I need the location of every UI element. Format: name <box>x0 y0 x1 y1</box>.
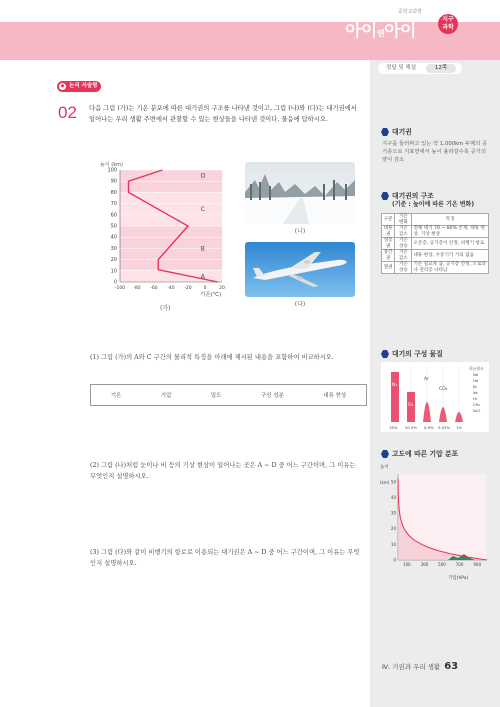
structure-subtitle: (기준 : 높이에 따른 기온 변화) <box>392 201 475 208</box>
chart-ylabel-text: 높이 (km) <box>100 162 123 168</box>
brand-subtitle: 중학교과학 <box>397 9 423 15</box>
question-text: 다음 그림 (가)는 기온 분포에 따른 대기권의 구조를 나타낸 것이고, 그림 (나)와 (다)는 대기권에서 일어나는 우리 생활 주변에서 관찰할 수 있는 현상들을 나타낸 것이다. 물음에 답하시오. <box>89 105 357 123</box>
y-tick-label: 10 <box>110 268 117 275</box>
question-number: 02 <box>58 103 77 122</box>
y-tick-label: 50 <box>390 479 396 485</box>
y-tick-label: 40 <box>390 494 396 500</box>
x-tick-label: 100 <box>402 562 411 567</box>
layer-name: 대류권 <box>382 226 395 238</box>
trace-gas: Xe <box>473 390 478 395</box>
airplane-image <box>245 242 355 297</box>
comparison-criteria-box <box>90 384 367 406</box>
structure-table-wrap <box>381 213 489 274</box>
layer-name: 성층권 <box>382 238 395 250</box>
atmosphere-description: 지구를 둘러싸고 있는 약 1,000km 두께의 공기층으로 지표면에서 높이 올라갈수록 공기의 양이 감소 <box>382 141 488 163</box>
criteria-item: 대류 현상 <box>323 393 347 399</box>
y-tick-label: 0 <box>393 557 396 563</box>
y-tick-label: 50 <box>110 223 117 230</box>
subquestion-2: (2) 그림 (나)처럼 눈이나 비 등의 기상 현상이 일어나는 곳은 A ~ D 중 어느 구간이며, 그 이유는 무엇인지 설명하시오. <box>90 462 356 480</box>
page-number: 63 <box>444 661 459 672</box>
pressure-chart <box>378 462 490 586</box>
airplane-photo <box>245 242 355 297</box>
n2-bar <box>391 372 399 422</box>
x-tick-label: -40 <box>167 286 175 291</box>
question-type-tag <box>57 81 101 92</box>
layer-label: B <box>200 245 205 253</box>
x-tick-label: -80 <box>133 286 141 291</box>
gas-pct: 1% <box>456 425 463 430</box>
subquestion-3: (3) 그림 (다)와 같이 비행기의 항로로 이용되는 대기권은 A ~ D 중 어느 구간이며, 그 이유는 무엇인지 설명하시오. <box>90 549 360 567</box>
y-tick-label: 80 <box>110 189 117 196</box>
atmosphere-temperature-chart <box>90 160 240 315</box>
subject-line2: 과학 <box>442 24 454 31</box>
x-tick-label: -20 <box>184 286 192 291</box>
photo-da-caption: (다) <box>294 301 306 308</box>
brand-logo <box>345 16 416 41</box>
chart-xticks <box>115 285 225 291</box>
gas-label: N₂ <box>392 383 398 388</box>
layer-temp: 기온 감소 <box>395 226 412 238</box>
layer-name: 중간권 <box>382 250 395 262</box>
pres-ylabel: 높이 <box>380 465 389 470</box>
table-row <box>382 250 489 262</box>
y-tick-label: 0 <box>113 279 117 286</box>
y-tick-label: 20 <box>110 257 117 264</box>
pres-xticks <box>403 562 481 567</box>
x-tick-label: 900 <box>473 562 482 567</box>
header-band <box>0 22 500 60</box>
subject-badge <box>438 14 458 34</box>
y-tick-label: 20 <box>390 526 396 532</box>
layer-temp: 기온 상승 <box>395 238 412 250</box>
answer-label: 정답 및 해설 <box>386 65 417 71</box>
answer-reference <box>378 63 462 74</box>
trace-gas: 희유원소 <box>469 366 484 371</box>
layer-desc: 전체 대기 70 ~ 80% 존재, 대류 현상, 기상 현상 <box>412 226 489 238</box>
hexagon-icon <box>381 192 389 200</box>
gas-pct: 20.9% <box>405 425 418 430</box>
trace-gas: He <box>473 378 479 383</box>
sidebar-section-atmosphere <box>381 126 412 136</box>
subject-line1: 지구 <box>442 16 454 23</box>
table-header-cell: 특징 <box>412 214 489 226</box>
table-row <box>382 238 489 250</box>
composition-chart <box>381 362 489 432</box>
layer-band <box>120 226 222 270</box>
pres-yticks <box>391 479 397 562</box>
hexagon-icon <box>381 350 389 358</box>
layer-label: D <box>200 172 206 180</box>
snow-scene-image <box>245 162 355 224</box>
table-header-cell: 구분 <box>382 214 395 226</box>
layer-name: 열권 <box>382 262 395 274</box>
layer-label: C <box>200 206 205 214</box>
hexagon-icon <box>381 450 389 458</box>
layer-band <box>120 192 222 226</box>
x-tick-label: -60 <box>150 286 158 291</box>
table-row <box>382 262 489 274</box>
y-tick-label: 60 <box>110 212 117 219</box>
trace-gas: Ne <box>473 372 479 377</box>
gas-label: O₂ <box>408 403 414 408</box>
brand-part-b: 아이 <box>384 21 416 41</box>
gas-label: Ar <box>424 377 429 382</box>
y-tick-label: 70 <box>110 201 117 208</box>
gas-pct: 0.9% <box>424 425 434 430</box>
criteria-item: 기압 <box>160 393 172 399</box>
sidebar-section-pressure <box>381 448 458 458</box>
chapter-label: Ⅳ. 기권과 우리 생활 <box>382 663 441 671</box>
x-tick-label: -100 <box>114 286 126 291</box>
criteria-item: 구성 성분 <box>260 393 284 399</box>
answer-page: 12쪽 <box>426 64 456 73</box>
snow-photo <box>245 162 355 224</box>
structure-table <box>381 213 489 274</box>
brand-part-a: 아이 <box>345 21 377 41</box>
trace-gas: CH₄ <box>473 402 481 407</box>
y-tick-label: 10 <box>390 541 396 547</box>
x-tick-label: 20 <box>219 286 225 291</box>
gas-pct: 0.03% <box>438 425 451 430</box>
layer-temp: 기온 상승 <box>395 262 412 274</box>
section-title: 대기권의 구조 <box>392 192 434 200</box>
layer-desc: 기온 일교차 큼, 공기층 안정, 오로라나 전리층 나타남 <box>412 262 489 274</box>
question-type-label: 논리 서술형 <box>69 83 98 89</box>
hexagon-icon <box>381 128 389 136</box>
trace-gas: Kr <box>473 384 478 389</box>
page-footer <box>382 661 458 672</box>
gas-label: CO₂ <box>439 387 448 392</box>
pres-yunit: (km) <box>380 480 390 485</box>
y-tick-label: 40 <box>110 234 117 241</box>
table-header-row <box>382 214 489 226</box>
brand-part-mid: 앤 <box>376 29 385 38</box>
chart-xlabel: 기온(℃) <box>200 292 222 298</box>
trace-gas: H₂ <box>473 396 478 401</box>
subquestion-1: (1) 그림 (가)의 A와 C 구간의 물리적 특징을 아래에 제시된 내용을 포함하여 비교하시오. <box>90 354 334 361</box>
layer-label: A <box>200 273 205 281</box>
chart-yticks <box>107 168 117 286</box>
x-tick-label: 500 <box>438 562 446 567</box>
photo-na-caption: (나) <box>294 228 306 235</box>
x-tick-label: 700 <box>455 562 464 567</box>
y-tick-label: 90 <box>110 178 117 185</box>
diamond-icon: ◆ <box>60 83 65 89</box>
x-tick-label: 0 <box>203 286 207 291</box>
section-title: 대기의 구성 물질 <box>392 350 443 358</box>
sidebar-section-composition <box>381 348 443 358</box>
criteria-item: 밀도 <box>210 393 222 399</box>
layer-desc: 대류 현상, 수증기가 거의 없음 <box>412 250 489 262</box>
gas-pct: 78% <box>389 425 398 430</box>
x-tick-label: 300 <box>420 562 429 567</box>
section-title: 대기권 <box>392 128 412 136</box>
criteria-item: 기온 <box>110 393 122 399</box>
layer-temp: 기온 감소 <box>395 250 412 262</box>
pres-xlabel: 기압(hPa) <box>448 576 469 581</box>
section-title: 고도에 따른 기압 분포 <box>392 450 459 458</box>
chart-caption: (가) <box>160 305 171 312</box>
y-tick-label: 30 <box>390 510 396 516</box>
layer-desc: 오존층, 공기층이 안정, 비행기 항로 <box>412 238 489 250</box>
trace-gas: N₂O <box>473 408 481 413</box>
table-header-cell: 기온 변화 <box>395 214 412 226</box>
table-row <box>382 226 489 238</box>
y-tick-label: 30 <box>110 245 117 252</box>
y-tick-label: 100 <box>107 167 117 174</box>
